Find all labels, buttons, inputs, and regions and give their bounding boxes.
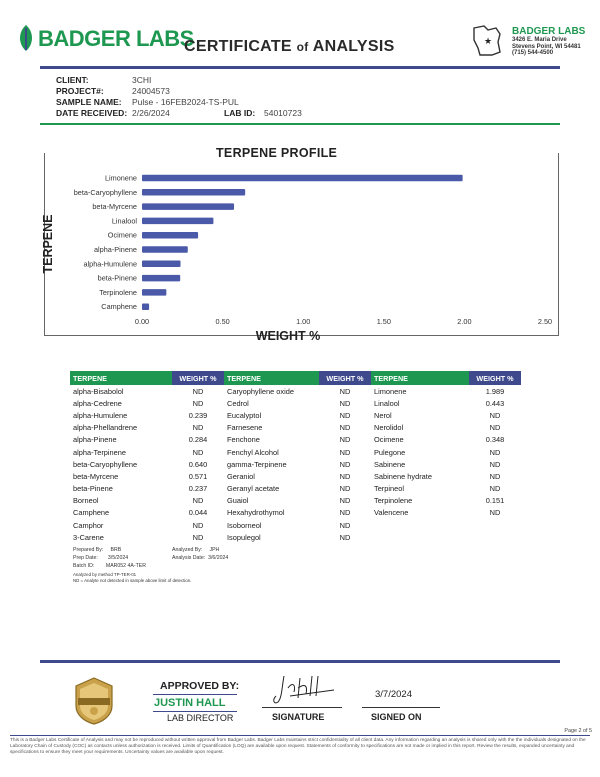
terpene-weight-cell: ND bbox=[339, 520, 351, 530]
terpene-weight-cell: ND bbox=[192, 423, 204, 433]
terpene-weight-cell: ND bbox=[339, 386, 351, 396]
terpene-name-cell: Nerolidol bbox=[374, 423, 404, 433]
terpene-weight-cell: ND bbox=[339, 484, 351, 494]
category-label: Ocimene bbox=[107, 230, 137, 240]
terpene-weight-cell bbox=[469, 519, 521, 531]
terpene-name-cell: Farnesene bbox=[227, 423, 263, 433]
terpene-weight-cell: ND bbox=[339, 447, 351, 457]
terpene-weight-cell: ND bbox=[339, 423, 351, 433]
table-row bbox=[70, 409, 521, 421]
category-label: beta-Pinene bbox=[97, 273, 137, 283]
category-label: Camphene bbox=[101, 302, 137, 312]
brand-logo: BADGER LABS bbox=[38, 26, 194, 51]
terpene-weight-cell: ND bbox=[489, 423, 501, 433]
approved-by-label: APPROVED BY: bbox=[160, 680, 240, 692]
terpene-name-cell: Limonene bbox=[374, 386, 407, 396]
terpene-weight-cell: ND bbox=[339, 508, 351, 518]
terpene-weight-cell: ND bbox=[339, 435, 351, 445]
terpene-name-cell: Isoborneol bbox=[227, 520, 262, 530]
col-weight: WEIGHT % bbox=[469, 371, 521, 385]
terpene-name-cell: Linalool bbox=[374, 398, 400, 408]
terpene-weight-cell: 0.239 bbox=[188, 410, 208, 420]
footer-rule-top bbox=[40, 660, 560, 663]
analyzed-by: Analyzed By: JPH bbox=[172, 547, 220, 553]
sample-name-value: Pulse - 16FEB2024-TS-PUL bbox=[132, 97, 239, 107]
bar bbox=[142, 289, 166, 296]
terpene-name-cell: beta-Caryophyllene bbox=[73, 459, 138, 469]
category-label: alpha-Pinene bbox=[93, 245, 137, 254]
terpene-name-cell: Fenchone bbox=[227, 435, 260, 445]
document-title: CERTIFICATE of ANALYSIS bbox=[184, 38, 395, 55]
bar bbox=[142, 218, 213, 225]
terpene-name-cell: Fenchyl Alcohol bbox=[227, 447, 279, 457]
terpene-weight-cell: ND bbox=[489, 508, 501, 518]
signed-line bbox=[362, 707, 440, 708]
terpene-weight-cell: ND bbox=[339, 398, 351, 408]
terpene-name-cell: Caryophyllene oxide bbox=[227, 386, 294, 396]
terpene-weight-cell: 0.044 bbox=[188, 508, 208, 518]
terpene-name-cell: Camphene bbox=[73, 508, 110, 518]
x-tick-label: 1.50 bbox=[376, 317, 391, 326]
category-label: beta-Myrcene bbox=[92, 202, 137, 212]
col-terpene: TERPENE bbox=[371, 371, 469, 385]
terpene-name-cell: Sabinene hydrate bbox=[374, 471, 432, 481]
table-row bbox=[70, 422, 521, 434]
table-row bbox=[70, 446, 521, 458]
terpene-weight-cell: ND bbox=[339, 459, 351, 469]
director-rule bbox=[153, 711, 237, 712]
col-weight: WEIGHT % bbox=[172, 371, 224, 385]
terpene-name-cell: Ocimene bbox=[374, 435, 404, 445]
table-row bbox=[70, 385, 521, 397]
col-terpene: TERPENE bbox=[70, 371, 172, 385]
terpene-weight-cell: 0.237 bbox=[188, 484, 208, 494]
terpene-name-cell: Terpinolene bbox=[374, 496, 413, 506]
project-value: 24004573 bbox=[132, 86, 170, 96]
terpene-weight-cell: ND bbox=[339, 532, 351, 542]
terpene-weight-cell: ND bbox=[339, 410, 351, 420]
terpene-name-cell: Pulegone bbox=[374, 447, 406, 457]
lab-address: 3426 E. Maria Drive Stevens Point, WI 54481 (715) 544-4500 bbox=[512, 37, 581, 56]
terpene-name-cell: beta-Pinene bbox=[73, 484, 113, 494]
x-tick-label: 0.00 bbox=[134, 317, 150, 326]
terpene-name-cell: 3-Carene bbox=[73, 532, 104, 542]
signed-date: 3/7/2024 bbox=[375, 689, 412, 700]
category-label: beta-Caryophyllene bbox=[73, 187, 137, 197]
x-tick-label: 2.50 bbox=[537, 317, 553, 326]
terpene-name-cell: beta-Myrcene bbox=[73, 471, 119, 481]
terpene-name-cell: Guaiol bbox=[227, 496, 249, 506]
approved-rule bbox=[153, 694, 237, 695]
nd-note: ND = Analyte not detected in sample above limit of detection. bbox=[73, 578, 192, 583]
director-name: JUSTIN HALL bbox=[154, 697, 226, 709]
terpene-name-cell: Cedrol bbox=[227, 398, 249, 408]
table-header-row bbox=[70, 371, 521, 385]
terpene-weight-cell bbox=[469, 531, 521, 543]
date-received-value: 2/26/2024 bbox=[132, 108, 170, 118]
terpene-weight-cell: ND bbox=[192, 496, 204, 506]
terpene-bar-chart bbox=[0, 0, 600, 360]
terpene-name-cell: Geranyl acetate bbox=[227, 484, 280, 494]
bar bbox=[142, 203, 234, 210]
signature-line bbox=[262, 707, 342, 708]
terpene-name-cell bbox=[371, 531, 469, 543]
bar bbox=[142, 275, 180, 282]
terpene-weight-cell: ND bbox=[489, 447, 501, 457]
bar bbox=[142, 175, 463, 182]
terpene-name-cell: Valencene bbox=[374, 508, 409, 518]
director-title: LAB DIRECTOR bbox=[167, 713, 234, 723]
terpene-weight-cell: 0.571 bbox=[188, 471, 208, 481]
y-axis-label: TERPENE bbox=[41, 214, 55, 274]
bar bbox=[142, 189, 245, 196]
terpene-weight-cell: ND bbox=[339, 471, 351, 481]
client-value: 3CHI bbox=[132, 75, 152, 85]
terpene-name-cell: gamma-Terpinene bbox=[227, 459, 287, 469]
terpene-name-cell: Hexahydrothymol bbox=[227, 508, 285, 518]
terpene-name-cell: Geraniol bbox=[227, 471, 255, 481]
x-tick-label: 2.00 bbox=[457, 317, 472, 326]
terpene-weight-cell: ND bbox=[339, 496, 351, 506]
terpene-name-cell: alpha-Bisabolol bbox=[73, 386, 124, 396]
terpene-weight-cell: ND bbox=[192, 398, 204, 408]
category-label: alpha-Humulene bbox=[83, 259, 137, 269]
terpene-weight-cell: ND bbox=[192, 386, 204, 396]
terpene-results-table bbox=[70, 371, 521, 543]
table-row bbox=[70, 470, 521, 482]
prep-date: Prep Date: 3/5/2024 bbox=[73, 555, 129, 561]
terpene-name-cell: alpha-Phellandrene bbox=[73, 423, 138, 433]
table-row bbox=[70, 458, 521, 470]
terpene-name-cell bbox=[371, 519, 469, 531]
lab-id-value: 54010723 bbox=[264, 108, 302, 118]
terpene-name-cell: alpha-Terpinene bbox=[73, 447, 127, 457]
x-axis-label: WEIGHT % bbox=[255, 329, 321, 343]
terpene-weight-cell: 0.348 bbox=[485, 435, 505, 445]
terpene-weight-cell: 0.284 bbox=[188, 435, 208, 445]
table-row bbox=[70, 434, 521, 446]
terpene-name-cell: Sabinene bbox=[374, 459, 406, 469]
table-row bbox=[70, 495, 521, 507]
col-terpene: TERPENE bbox=[224, 371, 319, 385]
x-tick-label: 1.00 bbox=[296, 317, 311, 326]
terpene-name-cell: alpha-Humulene bbox=[73, 410, 128, 420]
terpene-weight-cell: 0.640 bbox=[188, 459, 208, 469]
batch-id: Batch ID: MAR052 4A-TER bbox=[73, 563, 146, 569]
terpene-weight-cell: ND bbox=[192, 447, 204, 457]
category-label: Terpinolene bbox=[99, 287, 137, 297]
prepared-by: Prepared By: BRB bbox=[73, 547, 122, 553]
col-weight: WEIGHT % bbox=[319, 371, 371, 385]
bar bbox=[142, 232, 198, 239]
signature-label: SIGNATURE bbox=[272, 712, 325, 722]
table-row bbox=[70, 507, 521, 519]
chart-title: TERPENE PROFILE bbox=[210, 146, 343, 160]
terpene-weight-cell: ND bbox=[489, 410, 501, 420]
terpene-weight-cell: ND bbox=[192, 520, 204, 530]
lab-name: BADGER LABS bbox=[512, 26, 586, 37]
bar bbox=[142, 261, 181, 268]
terpene-name-cell: Eucalyptol bbox=[227, 410, 262, 420]
bar bbox=[142, 246, 188, 253]
terpene-weight-cell: 0.151 bbox=[485, 496, 505, 506]
terpene-weight-cell: 0.443 bbox=[485, 398, 505, 408]
page-number: Page 2 of 5 bbox=[564, 728, 592, 734]
terpene-weight-cell: ND bbox=[192, 532, 204, 542]
svg-text:★: ★ bbox=[484, 37, 493, 47]
terpene-weight-cell: ND bbox=[489, 459, 501, 469]
terpene-name-cell: Borneol bbox=[73, 496, 99, 506]
method-note: Analyzed by method TP-TER-01 bbox=[73, 572, 137, 577]
footer-rule-bottom bbox=[10, 735, 590, 736]
terpene-weight-cell: ND bbox=[489, 471, 501, 481]
handwritten-signature bbox=[270, 672, 340, 708]
terpene-name-cell: Nerol bbox=[374, 410, 392, 420]
table-row bbox=[70, 397, 521, 409]
bar bbox=[142, 303, 149, 310]
x-tick-label: 0.50 bbox=[215, 317, 230, 326]
analysis-date: Analysis Date: 3/6/2024 bbox=[172, 555, 229, 561]
terpene-weight-cell: 1.989 bbox=[485, 386, 505, 396]
terpene-name-cell: Camphor bbox=[73, 520, 104, 530]
terpene-name-cell: alpha-Cedrene bbox=[73, 398, 122, 408]
table-row bbox=[70, 519, 521, 531]
terpene-name-cell: Terpineol bbox=[374, 484, 404, 494]
terpene-weight-cell: ND bbox=[489, 484, 501, 494]
disclaimer-text: This is a Badger Labs Certificate of Analysis and may not be reproduced without written approval from Badger Labs. Badger Labs maintains strict confidentiality of all client data. Any information regarding an analysis is shared only with the the individuals designated on the Laboratory Chain of Custody (COC) as contacts unless authorization is received. Limits of Quantification (LOQ) are available upon request. Statements of conformity to specifications are not made or implied in this report. Review the results, expanded uncertainty and specifications to ensure they meet your requirements. Uncertainty values are available upon request. bbox=[10, 738, 586, 756]
terpene-name-cell: Isopulegol bbox=[227, 532, 261, 542]
terpene-name-cell: alpha-Pinene bbox=[73, 435, 117, 445]
signed-on-label: SIGNED ON bbox=[371, 712, 422, 722]
category-label: Limonene bbox=[104, 173, 137, 183]
table-row bbox=[70, 483, 521, 495]
table-row bbox=[70, 531, 521, 543]
category-label: Linalool bbox=[111, 216, 137, 226]
certification-badge-icon bbox=[72, 676, 116, 726]
